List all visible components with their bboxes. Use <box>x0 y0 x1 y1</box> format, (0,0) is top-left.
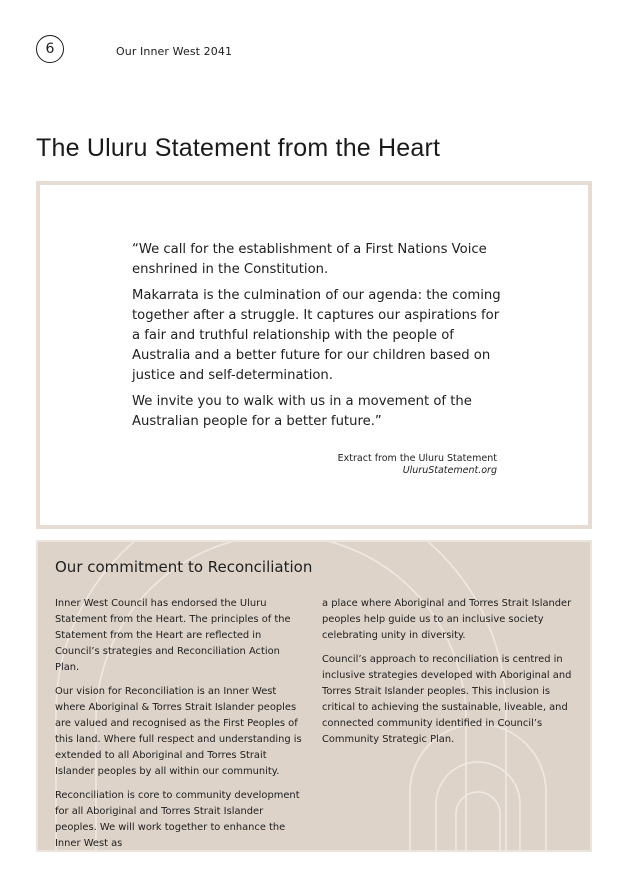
page-title: The Uluru Statement from the Heart <box>36 134 441 162</box>
quote-attribution <box>338 453 497 477</box>
quote-paragraph: We invite you to walk with us in a movement of the Australian people for a better future.” <box>132 394 472 429</box>
body-paragraph: Our vision for Reconciliation is an Inner West where Aboriginal & Torres Strait Islander peoples are valued and recognised as the First Peoples of this land. Where full respect and understanding is extended to all Aboriginal and Torres Strait Islander peoples by all within our community. <box>55 686 302 777</box>
page-number: 6 <box>45 41 55 57</box>
running-header-title: Our Inner West 2041 <box>116 45 233 58</box>
body-paragraph: Council’s approach to reconciliation is centred in inclusive strategies developed with Aboriginal and Torres Strait Islander peoples. This inclusion is critical to achieving the sustainable, liveable, and connected community identified in Council’s Community Strategic Plan. <box>322 654 572 745</box>
body-paragraph: Inner West Council has endorsed the Uluru Statement from the Heart. The principles of the Statement from the Heart are reflected in Council’s strategies and Reconciliation Action Plan. <box>55 598 291 673</box>
quote-body <box>132 240 504 438</box>
quote-source-url: UluruStatement.org <box>402 465 497 476</box>
quote-paragraph: “We call for the establishment of a First Nations Voice enshrined in the Constitution. <box>132 242 487 277</box>
reconciliation-panel <box>36 540 592 852</box>
page-number-badge <box>36 35 64 63</box>
commitment-heading: Our commitment to Reconciliation <box>55 558 313 576</box>
quote-paragraph: Makarrata is the culmination of our agenda: the coming together after a struggle. It captures our aspirations for a fair and truthful relationship with the people of Australia and a better future for our children based on justice and self-determination. <box>132 288 501 383</box>
body-paragraph: Reconciliation is core to community development for all Aboriginal and Torres Strait Islander peoples. We will work together to enhance the Inner West as <box>55 790 300 849</box>
commitment-column-left <box>55 596 307 852</box>
body-paragraph: a place where Aboriginal and Torres Strait Islander peoples help guide us to an inclusive society celebrating unity in diversity. <box>322 598 572 641</box>
quote-frame <box>36 181 592 529</box>
commitment-column-right <box>322 596 574 756</box>
quote-source-line: Extract from the Uluru Statement <box>337 453 497 464</box>
